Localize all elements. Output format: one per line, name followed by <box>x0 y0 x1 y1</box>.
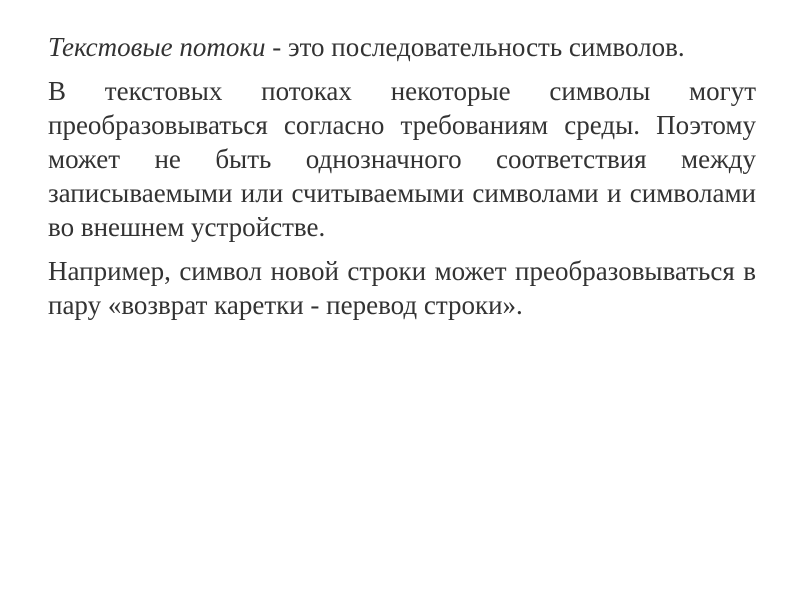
paragraph-transformation: В текстовых потоках некоторые символы могут преобразовываться согласно требованиям среды. Поэтому может не быть однозначного соответствия между записываемыми или считываемыми символами и символами во внешнем устройстве. <box>48 76 756 242</box>
italic-term: Текстовые потоки <box>48 32 266 62</box>
definition-text: - это последовательность символов. <box>265 32 685 62</box>
paragraph-definition <box>48 30 756 64</box>
paragraph-example: Например, символ новой строки может преобразовываться в пару «возврат каретки - перевод строки». <box>48 256 756 320</box>
